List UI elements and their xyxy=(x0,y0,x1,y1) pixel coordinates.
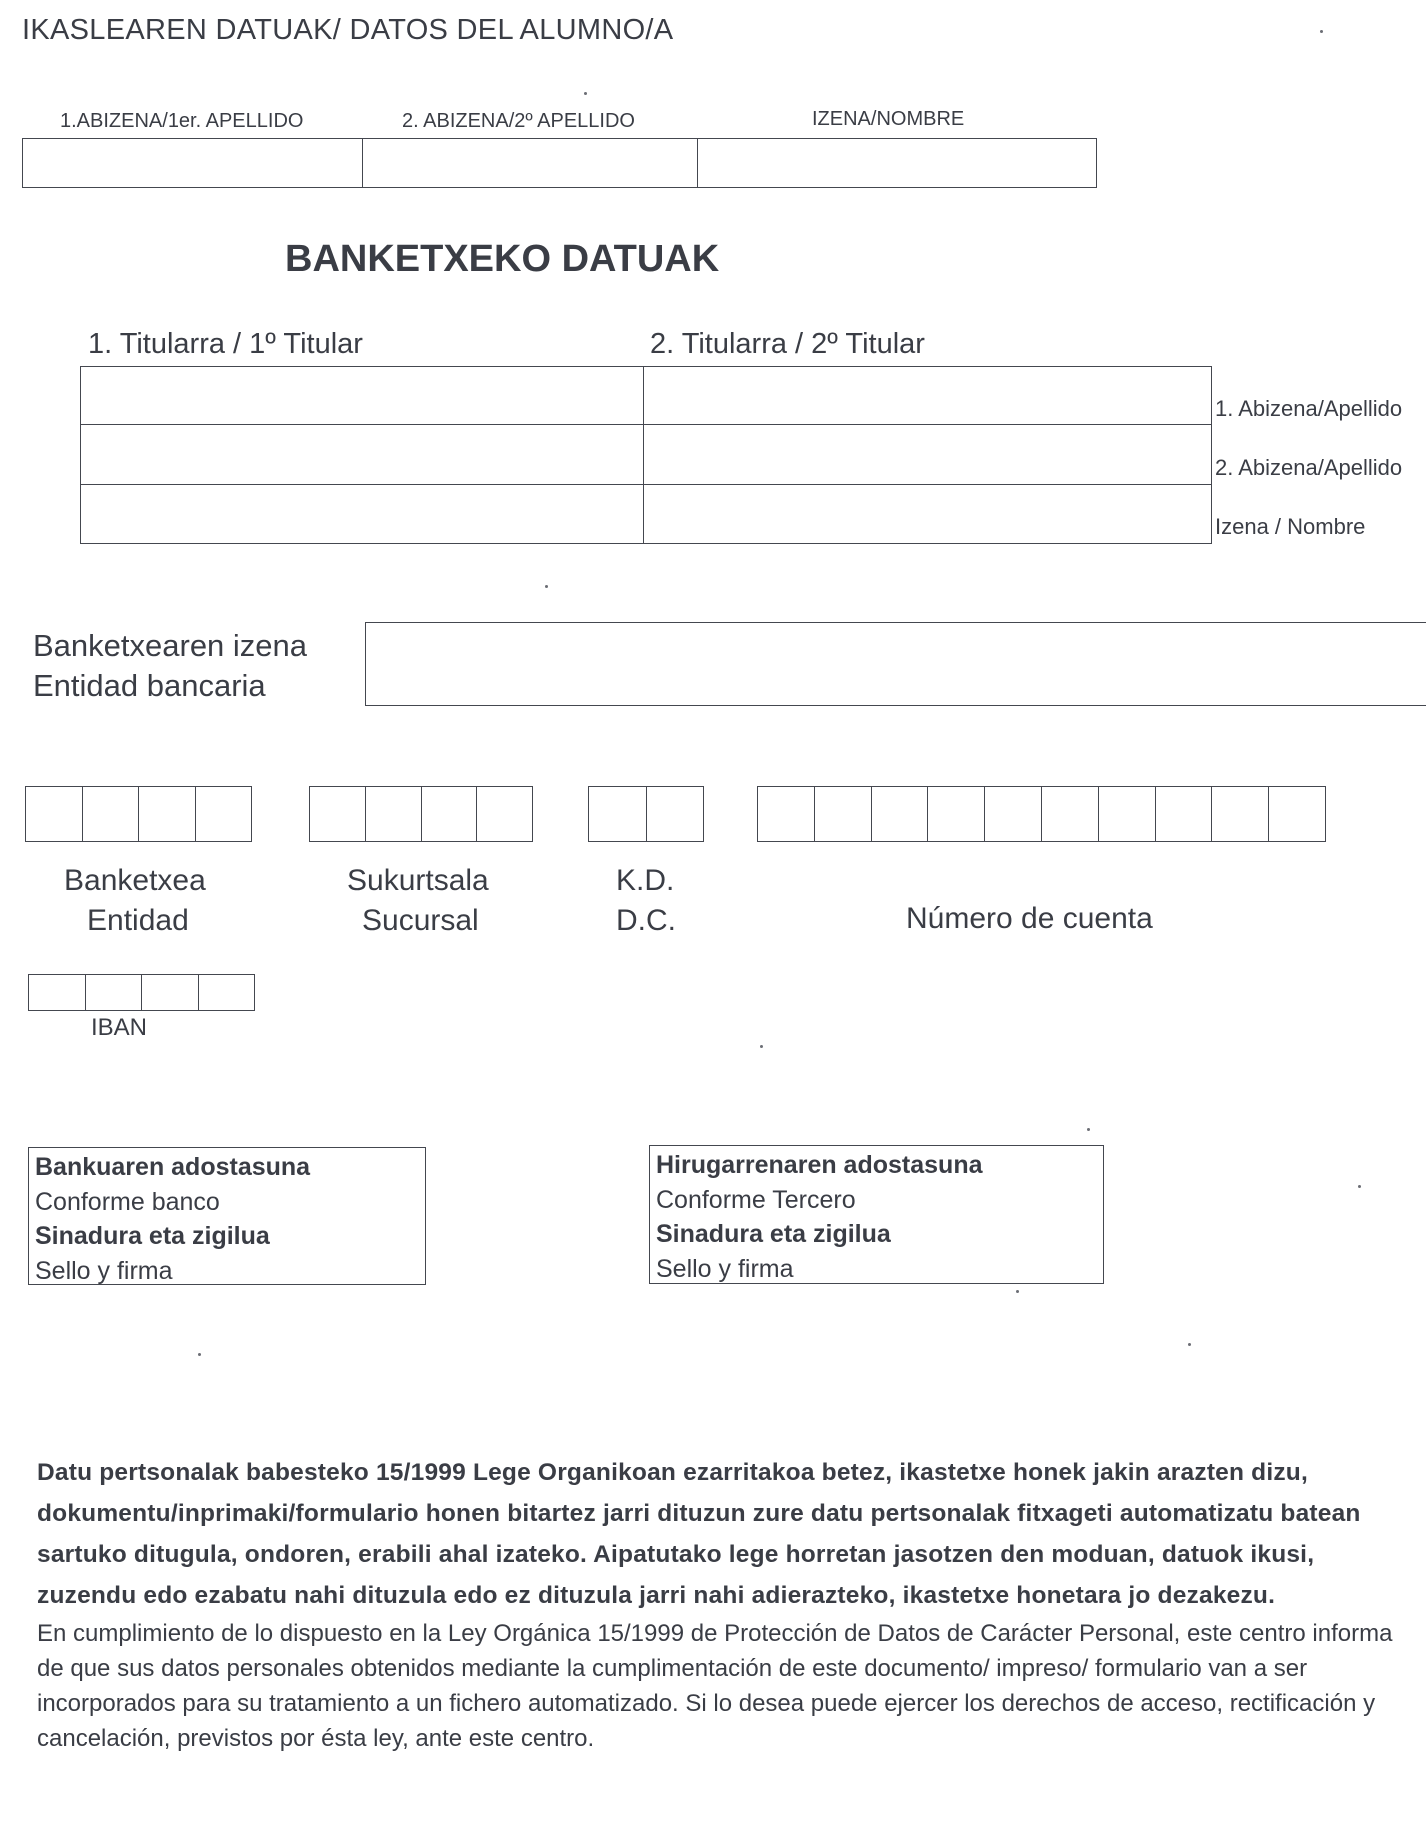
third-stamp-sign-eu: Sinadura eta zigilua xyxy=(656,1220,891,1248)
scan-speck xyxy=(1358,1185,1361,1188)
account-number-label: Número de cuenta xyxy=(906,902,1153,935)
sucursal-label-es: Sucursal xyxy=(362,904,479,937)
iban-digit-boxes xyxy=(28,974,255,1011)
student-surname1-field[interactable] xyxy=(23,139,363,187)
student-name-table xyxy=(22,138,1097,188)
account-number-digit-boxes xyxy=(757,786,1326,842)
legal-notice-eu: Datu pertsonalak babesteko 15/1999 Lege Organikoan ezarritakoa betez, ikastetxe honek jakin arazten dizu, dokumentu/inprimaki/formulario honen bitartez jarri dituzun zure datu pertsonalak fitxageti automatizatu batean sartuko ditugula, ondoren, erabili ahal izateko. Aipatutako lege horretan jasotzen den moduan, datuok ikusi, zuzendu edo ezabatu nahi dituzula edo ez dituzula jarri nahi adierazteko, ikastetxe honetara jo dezakezu. xyxy=(37,1459,1361,1609)
third-stamp-title-es: Conforme Tercero xyxy=(656,1185,856,1214)
bank-stamp-title-eu: Bankuaren adostasuna xyxy=(35,1153,311,1181)
dc-label-eu: K.D. xyxy=(616,864,675,897)
bank-stamp-sign-es: Sello y firma xyxy=(35,1256,173,1285)
holders-row-line-1 xyxy=(80,424,1212,425)
iban-digit[interactable] xyxy=(142,975,199,1010)
iban-digit[interactable] xyxy=(86,975,143,1010)
dc-label-es: D.C. xyxy=(616,904,676,937)
sucursal-digit[interactable] xyxy=(422,787,478,841)
row-label-surname2: 2. Abizena/Apellido xyxy=(1215,455,1403,480)
iban-digit[interactable] xyxy=(29,975,86,1010)
scan-speck xyxy=(1320,30,1323,33)
holder1-surname2-cell[interactable] xyxy=(82,426,642,483)
student-col3-label: IZENA/NOMBRE xyxy=(812,108,965,130)
sucursal-digit[interactable] xyxy=(310,787,366,841)
account-digit[interactable] xyxy=(985,787,1042,841)
account-digit[interactable] xyxy=(1042,787,1099,841)
entidad-digit[interactable] xyxy=(83,787,140,841)
sucursal-digit[interactable] xyxy=(477,787,532,841)
account-digit[interactable] xyxy=(815,787,872,841)
account-digit[interactable] xyxy=(928,787,985,841)
holder2-label: 2. Titularra / 2º Titular xyxy=(650,328,925,360)
legal-notice-es: En cumplimiento de lo dispuesto en la Ley Orgánica 15/1999 de Protección de Datos de Carácter Personal, este centro informa de que sus datos personales obtenidos mediante la cumplimentación de este documento/ impreso/ formulario van a ser incorporados para su tratamiento a un fichero automatizado. Si lo desea puede ejercer los derechos de acceso, rectificación y cancelación, previstos por ésta ley, ante este centro. xyxy=(37,1620,1393,1752)
entity-label-es: Entidad bancaria xyxy=(33,668,266,703)
entidad-digit[interactable] xyxy=(139,787,196,841)
account-digit[interactable] xyxy=(1269,787,1325,841)
dc-digit[interactable] xyxy=(647,787,704,841)
account-digit[interactable] xyxy=(1212,787,1269,841)
third-party-stamp-box[interactable] xyxy=(649,1145,1104,1284)
holder2-surname1-cell[interactable] xyxy=(646,368,1210,423)
account-digit[interactable] xyxy=(1099,787,1156,841)
scan-speck xyxy=(545,585,548,588)
sucursal-label-eu: Sukurtsala xyxy=(347,864,489,897)
holders-divider xyxy=(643,366,644,544)
bank-stamp-title-es: Conforme banco xyxy=(35,1187,220,1216)
holder2-name-cell[interactable] xyxy=(646,486,1210,542)
dc-digit-boxes xyxy=(588,786,704,842)
entidad-digit[interactable] xyxy=(196,787,252,841)
holder1-name-cell[interactable] xyxy=(82,486,642,542)
entity-label-eu: Banketxearen izena xyxy=(33,628,308,663)
entity-name-field[interactable] xyxy=(365,622,1426,706)
row-label-surname1: 1. Abizena/Apellido xyxy=(1215,396,1403,421)
scan-speck xyxy=(1087,1128,1090,1131)
bank-stamp-sign-eu: Sinadura eta zigilua xyxy=(35,1222,270,1250)
student-name-field[interactable] xyxy=(698,139,1096,187)
bank-section-heading: BANKETXEKO DATUAK xyxy=(285,238,720,280)
entidad-digit-boxes xyxy=(25,786,252,842)
scan-speck xyxy=(584,92,587,95)
scan-speck xyxy=(760,1045,763,1048)
account-digit[interactable] xyxy=(872,787,929,841)
legal-notice xyxy=(37,1452,1397,1756)
student-surname2-field[interactable] xyxy=(363,139,698,187)
student-section-title: IKASLEAREN DATUAK/ DATOS DEL ALUMNO/A xyxy=(22,14,674,46)
holder1-label: 1. Titularra / 1º Titular xyxy=(88,328,363,360)
sucursal-digit[interactable] xyxy=(366,787,422,841)
third-stamp-title-eu: Hirugarrenaren adostasuna xyxy=(656,1151,983,1179)
entidad-label-es: Entidad xyxy=(87,904,189,937)
student-col1-label: 1.ABIZENA/1er. APELLIDO xyxy=(60,110,304,132)
entidad-digit[interactable] xyxy=(26,787,83,841)
sucursal-digit-boxes xyxy=(309,786,533,842)
iban-digit[interactable] xyxy=(199,975,255,1010)
bank-stamp-box[interactable] xyxy=(28,1147,426,1285)
holders-row-line-2 xyxy=(80,484,1212,485)
student-col2-label: 2. ABIZENA/2º APELLIDO xyxy=(402,110,635,132)
scan-speck xyxy=(198,1353,201,1356)
account-digit[interactable] xyxy=(758,787,815,841)
dc-digit[interactable] xyxy=(589,787,647,841)
iban-label: IBAN xyxy=(91,1014,148,1041)
holder2-surname2-cell[interactable] xyxy=(646,426,1210,483)
holder1-surname1-cell[interactable] xyxy=(82,368,642,423)
row-label-name: Izena / Nombre xyxy=(1215,514,1366,539)
account-digit[interactable] xyxy=(1156,787,1213,841)
scan-speck xyxy=(1188,1343,1191,1346)
scan-speck xyxy=(1016,1290,1019,1293)
third-stamp-sign-es: Sello y firma xyxy=(656,1254,794,1283)
entidad-label-eu: Banketxea xyxy=(64,864,206,897)
